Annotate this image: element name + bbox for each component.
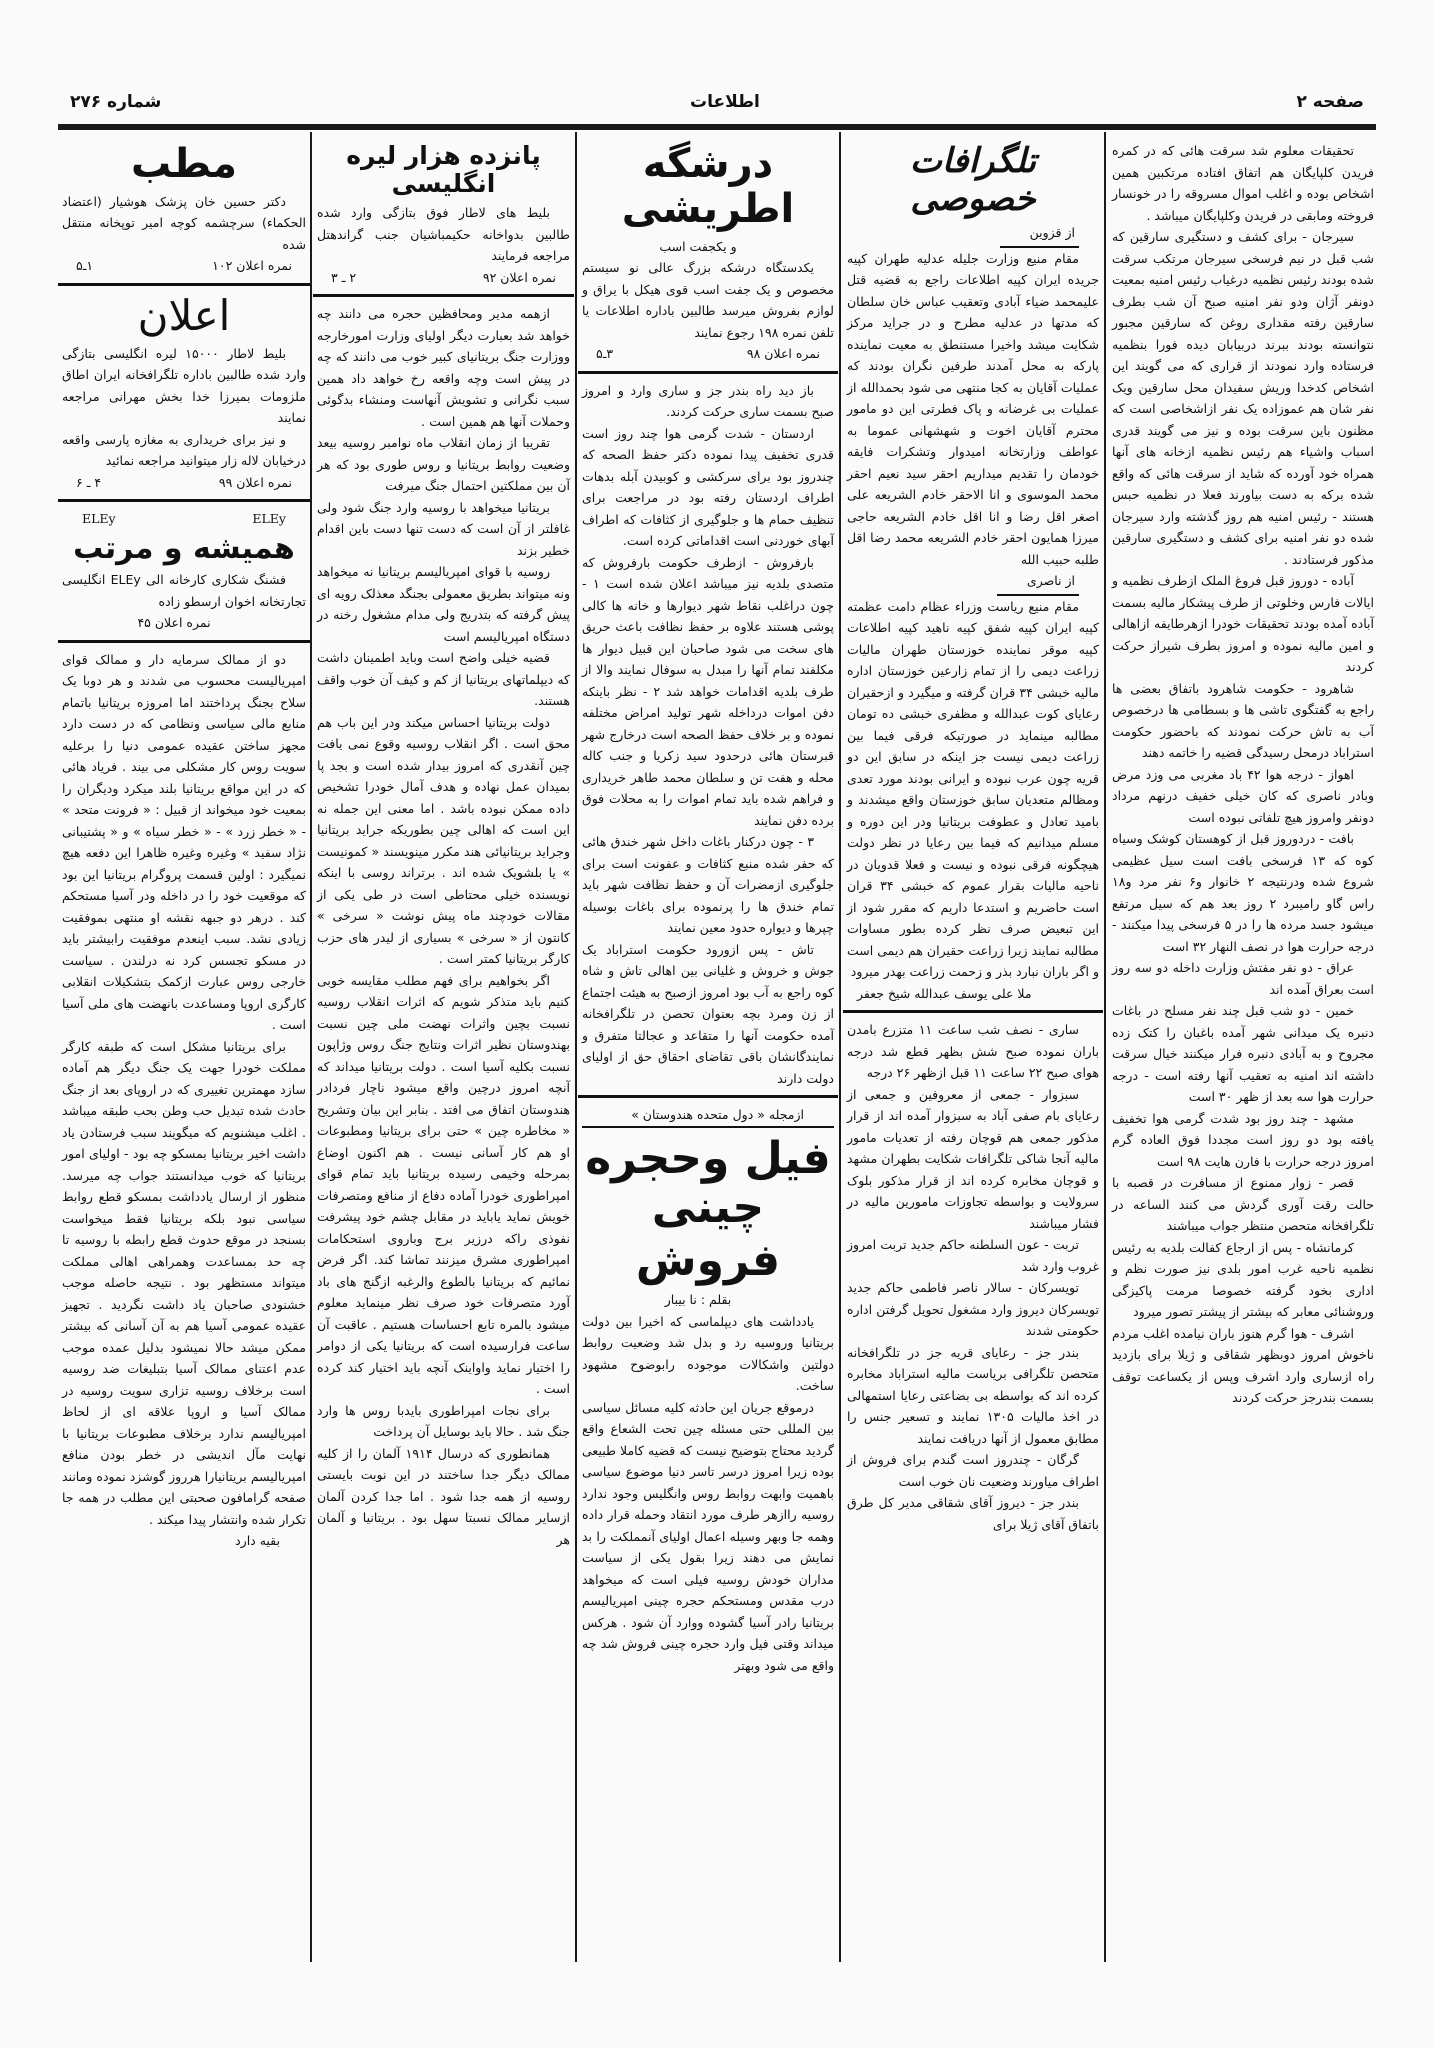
section-rule [58, 283, 310, 286]
carriage-ad [582, 142, 834, 365]
paragraph-list [317, 303, 570, 1550]
paragraph: گرگان - چندروز است گندم برای فروش از اطراف میاورند وضعیت نان خوب است [847, 1452, 1099, 1489]
ad-number: نمره اعلان ۹۹ [218, 474, 292, 490]
column-provincial-news [1112, 140, 1374, 1409]
column-divider [575, 132, 577, 1962]
column-private-telegrams [847, 140, 1099, 1535]
eley-ad-headline: همیشه و مرتب [73, 530, 295, 566]
paragraph: بافت - دردوروز قبل از کوهستان کوشک وسیاه کوه که ۱۳ فرسخی بافت است سیل عظیمی شروع شده ودرنتیجه ۲ خانوار و۶ نفر مرد و۱۸ راس گاو رامیبرد ۲ روز بعد هم که سیل مرتفع میشود جسد مرده ها را در ۵ فرسخی پیدا میکنند - درجه حرارت هوا در نصف النهار ۳۲ است [1112, 831, 1374, 954]
clinic-ad [62, 142, 306, 277]
paragraph: دو از ممالک سرمایه دار و ممالک قوای امپریالیست محسوب می شدند و هر دوبا یک سلاح بجنگ پرداختند اما امروزه بریتانیا باتمام منابع مالی سیاسی ونظامی که در دست دارد مجهز ساختن عقیده عمومی دنیا را برعلیه سویت روس کار مشکلی می بیند . فریاد هائی که در این مواقع بریتانیا بلند میکرد ودیگران را بمعیت خود میخواند از قبیل : « فرونت متحد » - « خطر زرد » - « خطر سیاه » و « پشتیبانی نژاد سفید » وغیره وغیره ظاهرا این دفعه هیچ نمیگیرد : اولین قسمت پروگرام بریتانیا این بود که موقعیت خود را در داخله ودر آسیا مستحکم کند . درهر دو جبهه نقشه او منتهی بموفقیت زیادی نشد. سبب اینعدم موفقیت رابیشتر باید در مسکو تجسس کرد نه درلندن . سیاست خارجی روس عبارت ازکمک بتشکیلات انقلابی کارگری اروپا ومساعدت بانهضت های ملی آسیا است . [62, 651, 306, 1033]
masthead-rule [58, 124, 1376, 130]
paragraph: قصر - زوار ممنوع از مسافرت در قصبه با حالت رقت آوری گردش می کنند الساعه در تلگرافخانه متحصن منتظر جواب میباشند [1112, 1175, 1374, 1233]
paragraph: تقریبا از زمان انقلاب ماه نوامبر روسیه بیعد وضعیت روابط بریتانیا و روس طوری بود که هر آن بین مملکتین احتمال جنگ میرفت [317, 435, 570, 493]
section-rule [578, 371, 838, 374]
paragraph-list [847, 1019, 1099, 1535]
issue-number: شماره ۲۷۶ [70, 92, 162, 112]
section-rule [843, 1010, 1103, 1013]
ad-number: نمره اعلان ۴۵ [137, 615, 211, 631]
paragraph: اردستان - شدت گرمی هوا چند روز است قدری تخفیف پیدا نموده دکتر حفظ الصحه که چندروز بود برای سرکشی و کوبیدن آبله بدهات اطراف اردستان رفته بود در مراجعت برای تنظیف حمام ها و جلوگیری از کثافات که اطراف آبهای خوردنی است اقداماتی کرده است. [582, 425, 834, 549]
column-ads-and-article [62, 140, 306, 1552]
paragraph: ۳ - چون درکنار باغات داخل شهر خندق هائی که حفر شده منبع کثافات و عفونت است برای جلوگیری ازمضرات آن و حفظ نظافت شهر باید تمام خندق ها را پرنموده برای باغات بوسیله چپرها و دیواره حدود معین نمایند [582, 834, 834, 936]
paragraph: بریتانیا میخواهد با روسیه وارد جنگ شود ولی غافلتر از آن است که دست تنها دست باین اقدام خطیر بزند [317, 499, 570, 558]
dateline-naseri: از ناصری [997, 570, 1079, 596]
newspaper-name: اطلاعات [690, 92, 760, 112]
paragraph: آباده - دوروز قبل فروغ الملک ازطرف نظمیه و ایالات فارس وخلوتی از طرف پیشکار مالیه بسمت آباده آمده بودند تحقیقات خودرا ازهرطایفه ازاهالی و امین مالیه نموده و امروز بطرف شیراز حرکت کردند [1112, 573, 1374, 674]
paragraph: اهواز - درجه هوا ۴۲ باد مغربی می وزد مرض وبادر ناصری که کان خیلی خفیف درنهم مرداد دونفر وامروز هیچ تلفاتی نبوده است [1112, 766, 1374, 825]
notice-ad-body-2: و نیز برای خریداری به مغازه پارسی واقعه درخیابان لاله زار میتوانید مراجعه نمائید [62, 431, 306, 469]
signature: ملا علی یوسف عبدالله شیخ جعفر [857, 985, 1032, 1001]
paragraph: برای نجات امپراطوری بایدبا روس ها وارد جنگ شد . حالا باید بوسایل آن پرداخت [317, 1402, 570, 1439]
paragraph: روسیه با قوای امپریالیسم بریتانیا نه میخواهد ونه میتواند بطریق معمولی بجنگد معذلک رویه ای پیش گرفته که بتدریج ولی مدام مشغول رخنه در دستگاه امپریالیسم است [317, 564, 570, 644]
notice-ad-headline: اعلان [137, 290, 231, 340]
paragraph: کرمانشاه - پس از ارجاع کفالت بلدیه به رئیس نظمیه ناحیه غرب امور بلدی نیز صورت نظم و اداری بخود گرفته خصوصا مرمت پاکیزگی وروشنائی معابر که بیشتر از پیشتر تصور میرود [1112, 1239, 1374, 1319]
ad-run: ۴ ـ ۶ [76, 474, 102, 490]
lottery-ad-body: بلیط های لاطار فوق بتازگی وارد شده طالبین بدواخانه حکیمباشیان جنب گراندهتل مراجعه فرمایند [317, 205, 570, 263]
paragraph-list [582, 380, 834, 1090]
ad-run: ۲ ـ ۳ [331, 269, 357, 285]
eley-ad-body: فشنگ شکاری کارخانه الی ELEy انگلیسی تجارتخانه اخوان ارسطو زاده [62, 572, 306, 609]
paragraph: ساری - نصف شب ساعت ۱۱ متزرع بامدن باران نموده صبح شش بظهر قطع شد درجه هوای صبح ۲۲ ساعت ۱۱ قبل ازظهر ۲۶ درجه [847, 1022, 1099, 1081]
page-number: صفحه ۲ [1296, 92, 1364, 112]
article-headline-line2: فروش [635, 1235, 781, 1287]
ad-run: ۱ـ۵ [76, 258, 94, 274]
paragraph-list [582, 1311, 834, 1677]
paragraph-list [62, 649, 306, 1531]
paragraph: بندر جز - دیروز آقای شقاقی مدیر کل طرق باتفاق آقای ژیلا برای [847, 1495, 1099, 1532]
paragraph-list [847, 248, 1099, 571]
paragraph: برای بریتانیا مشکل است که طبقه کارگر مملکت خودرا جهت یک جنگ دیگر هم آماده سازد مهمترین تغییری که در اروپای بعد از جنگ حادث شده تبدیل حب وطن بحب طبقه میباشد . اغلب میشنویم که میگویند سبب فرستادن یاد داشت اخیر بریتانیا بمسکو چه بود - اولیای امور بریتانیا که خوب میدانستند جواب چه میرسد. منظور از ارسال یادداشت بمسکو قطع روابط سیاسی نبود بلکه بریتانیا فقط میخواست بسنجد در موقع حدوث قطع رابطه با روسیه تا چه حد بمساعدت وهمراهی اهالی مملکت میتواند مستظهر بود . نتیجه حاصله موجب خشنودی صاحبان یاد داشت نگردید . تجهیز عقیده عمومی آسیا هم به آن آسانی که بیشتر ممکن میشد حالا نمیشود بدلیل عمده موجب عدم اعتنای ممالک آسیا بتبلیغات ضد روسیه است برخلاف روسیه تزاری سویت روسیه در ممالک آسیا و اروپا علاقه ای از لحاظ امپریالیسم ندارد برخلاف مطبوعات بریتانیا با نهایت مآل اندیشی در خطر بودن منافع امپریالیسم بریتانیارا هرروز گوشزد نموده ومانند صفحه گرامافون صحبتی این مطلب در همه جا تکرار شده وانتشار پیدا میکند . [62, 1038, 306, 1527]
column-lottery-ad-and-article [317, 140, 570, 1550]
paragraph: بارفروش - ازطرف حکومت بارفروش که متصدی بلدیه نیز میباشد اعلان شده است ۱ - چون دراغلب نقاط شهر دیوارها و خانه ها کالی پوشی هستند علاوه بر حفظ نظافت باعث حریق های سخت می شود صاحبان این قبیل دیوار ها مکلفند تمام آنها را مبدل به سوفال نمایند والا از طرف بلدیه اقدامات خواهد شد ۲ - نظر باینکه دفن اموات درداخله شهر تولید امراض مختلفه نموده و بر خلاف حفظ الصحه است درخارج شهر قبرستان هائی درحدود سید زکریا و جنب کاله محله و هفت تن و سلطان محمد طاهر خریداری و فراهم شده باید تمام اموات را به محلات فوق برده دفن نمایند [582, 554, 834, 828]
carriage-ad-subtitle: و یکجفت اسب [659, 238, 737, 254]
clinic-ad-body: دکتر حسین خان پزشک هوشیار (اعتضاد الحکماء) سرچشمه کوچه امیر توپخانه منتقل شده [62, 193, 306, 252]
paragraph: بندر جز - رعایای قریه جز در تلگرافخانه متحصن تلگرافی بریاست مالیه استراباد مخابره کرده اند که بواسطه بی بضاعتی رعایا استمهالی در اخذ مالیات ۱۳۰۵ نمایند و تسعیر جنس را مطابق معمول از آنها دریافت نمایند [847, 1344, 1099, 1446]
dateline-qazvin: از قزوین [1000, 222, 1079, 248]
paragraph: شاهرود - حکومت شاهرود باتفاق بعضی ها راجع به گفتگوی تاشی ها و بسطامی ها درخصوص آب به تاش حرکت نمودند که باحضور حکومت استراباد درمحل رسیدگی قضیه را خاتمه دهند [1112, 680, 1374, 760]
carriage-ad-headline: درشگه اطریشی [621, 141, 795, 232]
paragraph: ازهمه مدیر ومحافظین حجره می دانند چه خواهد شد بعبارت دیگر اولیای وزارت امورخارجه ووزارت جنگ بریتانیای کبیر خوب می دانند که چه در پیش است وچه واقعه رخ خواهد داد همین سبب نگرانی و تشویش آنهاست ومنشاء بدگوئی وحملات آنها هم همین است . [317, 306, 570, 429]
paragraph: تاش - پس ازورود حکومت استراباد یک جوش و خروش و غلیانی بین اهالی تاش و شاه کوه راجع به آب بود امروز ازصبح به هیئت اجتماع از زن ومرد بچه بعنوان تحصن در تلگرافخانه آمده حکومت آنها را متقاعد و عجالتا متفرق و نمایندگانشان باقی تقاضای احقاق حق از اولیای دولت دارند [582, 941, 834, 1086]
paragraph: همانطوری که درسال ۱۹۱۴ آلمان را از کلیه ممالک دیگر جدا ساختند در این نوبت بایستی روسیه از همه جدا شود . اما جدا کردن آلمان ازسایر ممالک نسبتا سهل بود . بریتانیا و آلمان هر [317, 1445, 570, 1547]
ad-number: نمره اعلان ۹۸ [746, 346, 820, 362]
section-rule [58, 499, 310, 502]
paragraph: خمین - دو شب قبل چند نفر مسلح در باغات دنبره یک میدانی شهر آمده باغبان را کتک زده مجروح و به آبادی دنبره فرار میکنند خیال سرقت داشته اند امنیه به تعقیب آنها رفته است - درجه حرارت هوا سه بعد از ظهر ۳۰ است [1112, 1003, 1374, 1104]
ad-run: ۳ـ۵ [596, 346, 614, 362]
headline-private-telegrams: تلگرافات خصوصی [909, 141, 1037, 220]
paragraph: عراق - دو نفر مفتش وزارت داخله دو سه روز است بعراق آمده اند [1112, 960, 1374, 997]
eley-ad [62, 508, 306, 634]
article-source: ازمجله « دول متحده هندوستان » [582, 1104, 834, 1128]
article-byline: بقلم : نا بیبار [664, 1292, 732, 1308]
eley-brand: ELEy [252, 511, 286, 527]
paragraph: تحقیقات معلوم شد سرقت هائی که در کمره فریدن کلپایگان هم اتفاق افتاده مرتکبین همین اشخاص بوده و اغلب اموال مسروقه را در خونسار فروخته ومابقی در فریدن وکلپایگان میباشد . [1112, 143, 1374, 223]
paragraph: تربت - عون السلطنه حاکم جدید تربت امروز غروب وارد شد [847, 1237, 1099, 1274]
paragraph: اگر بخواهیم برای فهم مطلب مقایسه خوبی کنیم باید متذکر شویم که اثرات انقلاب روسیه نسبت بچین واثرات نهضت ملی چین نسبت بهندوستان نظیر اثرات ونتایج جنگ روس وژاپون نسبت بکلیه آسیا است . دولت بریتانیا میداند که آنچه امروز درچین واقع میشود ناچار فردادر هندوستان اتفاق می افتد . بنابر این بیان وتشریح « مخاطره چین » حتی برای بریتانیا ومطبوعات او هم کار آسانی نیست . هم اکنون اوضاع بمرحله وخیمی رسیده بریتانیا باید تمام قوای امپراطوری خودرا آماده دفاع از منافع ومتصرفات خویش نماید یاباید در مقابل چشم خود پیشرفت نفوذی راکه درزیر برج وباروی استحکامات امپراطوری مشرق میزنند تماشا کند. اگر فرض نمائیم که بریتانیا بالطوع والرغبه ازگنج های باد آورد متصرفات خود صرف نظر مینماید معلوم میشود بالمره تابع احساسات هستیم . عاقبت آن ساعت فرارسیده است که بریتانیا یکی از دوامر را اختیار نماید واواینک آنچه باید اختیار کند کرده است . [317, 972, 570, 1396]
section-rule [58, 640, 310, 643]
paragraph: مقام منیع وزارت جلیله عدلیه طهران کپیه جریده ایران کپیه اطلاعات راجع به قضیه قتل علیمحمد ضیاء آبادی وتعقیب عباس خان سلطان که مدتها در عدلیه مطرح و در جراید مرکز شکایت میشد واخیرا مستنطق به معیت نماینده پارکه به محل آمدند طرفین نگران بودند که عملیات آقایان به کجا منتهی می شود بحمدالله از عملیات بی غرضانه و پاک فطرتی این دو مامور محترم آقایان اخوت و شهشهانی عموما به عواطف وزارتخانه امیدوار وتشکرات فایقه خودمان را تقدیم میداریم احقر سید نعیم احقر محمد الموسوی و انا الاحقر خادم الشریعه علی اصغر اقل رضا و انا اقل خادم الشریعه حاجی میرزا همایون احقر خادم الشریعه محمد رضا اقل طلبه حبیب الله [847, 250, 1099, 567]
clinic-ad-headline: مطب [130, 141, 238, 187]
column-divider [1104, 132, 1106, 1962]
paragraph: سیرجان - برای کشف و دستگیری سارقین که شب قبل در نیم فرسخی سیرجان مرتکب سرقت شده بودند رئیس نظمیه درغیاب رئیس امنیه بمعیت دونفر آژان ودو نفر امنیه صبح آن شب بطرف سارقین رفته مقداری روغن که سارقین مجبور نتوانسته بودند ببرند دربیابان دیده فورا بنظمیه فرستاده وارد نمودند از قراری که می گویند این اشخاص کدخدا وریش سفیدان محل سارقین ویک نفر شان هم عموزاده یک نفر ازاشخاصی است که مظنون باین سرقت بوده و نیز می گویند قدری اسباب واشیاء هم رئیس نظمیه ازخانه های آنها همراه خود آورده که شاید از سرقت هائی که واقع شده برکه به دست بیاورند فعلا در نظمیه حبس هستند - رئیس امنیه هم روز گذشته وارد سیرجان شده دو نفر امنیه برای کشف و دستگیری سارقین مذکور فرستادند . [1112, 229, 1374, 567]
paragraph: مقام منیع ریاست وزراء عظام دامت عظمته کپیه ایران کپیه شفق کپیه ناهید کپیه اطلاعات کپیه موقر نماینده خوزستان طهران مالیات زراعت دیمی را از تمام زارعین خوزستان اداره مالیه خبشی ۳۴ قران گرفته و میگیرد و ازحقیران رعایای کوت عبدالله و مظفری خبشی ده تومان مطالبه مینماید در صورتیکه فرقی فیما بین زراعت دیمی نیست جز اینکه در سابق این دو قریه چون عرب نبوده و ایرانی بودند مورد تعدی ومظالم متعدیان سابق خوزستان واقع میشدند و بامید تعادل و عطوفت بریتانیا ودر این دوره و مسلم میدانیم که فیما بین رعایا در نظر دولت هیچگونه فرقی نبوده و نیست و فعلا قدویان در ناحیه مالیات بقرار عموم که خبشی ۳۴ قران است حاضریم و استدعا داریم که مقرر شود از این تبعیض صرف نظر کرده بطور مساوات مطالبه نمایند زیرا زراعت حقیران هم دیمی است و اگر باران نبارد بذر و زحمت زراعت بهدر میرود [847, 598, 1099, 980]
paragraph-list [1112, 140, 1374, 1409]
paragraph: تویسرکان - سالار ناصر فاطمی حاکم جدید تویسرکان دیروز وارد مشغول تحویل گرفتن اداره حکومتی شدند [847, 1280, 1099, 1339]
carriage-ad-body: یکدستگاه درشکه بزرگ عالی نو سیستم مخصوص و یک جفت اسب قوی هیکل با یراق و لوازم بفروش میرسد طالبین باداره اطلاعات یا تلفن نمره ۱۹۸ رجوع نمایند [582, 260, 834, 340]
paragraph: درموقع جریان این حادثه کلیه مسائل سیاسی بین المللی حتی مسئله چین تحت الشعاع واقع گردید محتاج بتوضیح نیست که قضیه کاملا طبیعی بوده زیرا امروز درسر تاسر دنیا موضوع سیاسی باهمیت وابهت روابط روس وانگلیس وجود ندارد روسیه راازهر طرف مورد انتقاد وحمله قرار داده وهمه جا وبهر وسیله اعمال اولیای آنمملکت را بد نمایش می دهند زیرا بقول یکی از سیاست مداران خودش روسیه فیلی است که میخواهد درب مقدس ومستحکم حجره چینی امپریالیسم بریتانیا رادر آسیا گشوده ووارد آن شود . هرکس میداند وقتی فیل وارد حجره چینی فروش شد چه واقع می شود وبهتر [582, 1399, 834, 1673]
column-divider [310, 132, 312, 1962]
paragraph-list [847, 596, 1099, 983]
section-rule [313, 294, 574, 297]
notice-ad [62, 292, 306, 494]
notice-ad-body: بلیط لاطار ۱۵۰۰۰ لیره انگلیسی بتازگی وارد شده طالبین باداره تلگرافخانه ایران اطاق ملزومات بمیرزا خدا بخش مهرانی مراجعه نمایند [62, 345, 306, 426]
column-carriage-ad-and-article [582, 140, 834, 1676]
lottery-ad-headline: پانزده هزار لیره انگلیسی [346, 141, 541, 198]
continued-note: بقیه دارد [235, 1533, 280, 1549]
paragraph: دولت بریتانیا احساس میکند ودر این باب هم محق است . اگر انقلاب روسیه وقوع نمی یافت چین آنقدری که امروز بیدار شده است و بجد پا بمیدان عمل نهاده و هدف آمال خودرا تشخیص داده ممکن نبوده باشد . اما معنی این جمله نه این است که اهالی چین بطوریکه جراید بریتانیا وجراید بریتانیائی هند مکرر مینویسند « کمونیست » یا بلشویک شده اند . برتراند روسی با اینکه نویسنده خیلی محتاطی است در طی یکی از مقالات خودچند ماه پیش نوشت « سرخی » کانتون از « سرخی » بسیاری از لیدر های حزب کارگر بریتانیا کمتر است . [317, 714, 570, 966]
column-divider [839, 132, 841, 1962]
ad-number: نمره اعلان ۱۰۲ [212, 258, 292, 274]
paragraph: سبزوار - جمعی از معروفین و جمعی از رعایای بام صفی آباد به سبزوار آمده اند از قرار مذکور جمعی هم قوچان رفته از تعدیات مامور مالیه آنجا شاکی تلگرافات شکایت بطهران مشهد و قوچان مخابره کرده اند از قرار مذکور بلوک سرولایت و بواسطه تجاوزات مامورین مالیه در فشار میباشند [847, 1086, 1099, 1231]
paragraph: اشرف - هوا گرم هنوز باران نیامده اغلب مردم ناخوش امروز دوبظهر شقاقی و ژیلا برای بازدید راه ازساری وارد اشرف وپس از یکساعت توقف بسمت بندرجز حرکت کردند [1112, 1325, 1374, 1405]
paragraph: یادداشت های دیپلماسی که اخیرا بین دولت بریتانیا وروسیه رد و بدل شد وضعیت روابط دولتین واشکالات موجوده رابوضوح مشهود ساخت. [582, 1313, 834, 1394]
paragraph: باز دید راه بندر جز و ساری وارد و امروز صبح بسمت ساری حرکت کردند. [582, 382, 834, 420]
paragraph: مشهد - چند روز بود شدت گرمی هوا تخفیف یافته بود دو روز است مجددا فوق العاده گرم امروز درجه حرارت با فارن هایت ۹۸ است [1112, 1110, 1374, 1169]
article-headline: فیل وحجره چینی [585, 1132, 831, 1233]
ad-number: نمره اعلان ۹۲ [482, 269, 556, 285]
paragraph: قضیه خیلی واضح است وباید اطمینان داشت که دیپلماتهای بریتانیا از کم و کیف آن خوب واقف هستند. [317, 650, 570, 708]
lottery-ad [317, 142, 570, 288]
section-rule [578, 1095, 838, 1098]
eley-brand: ELEy [82, 511, 116, 527]
